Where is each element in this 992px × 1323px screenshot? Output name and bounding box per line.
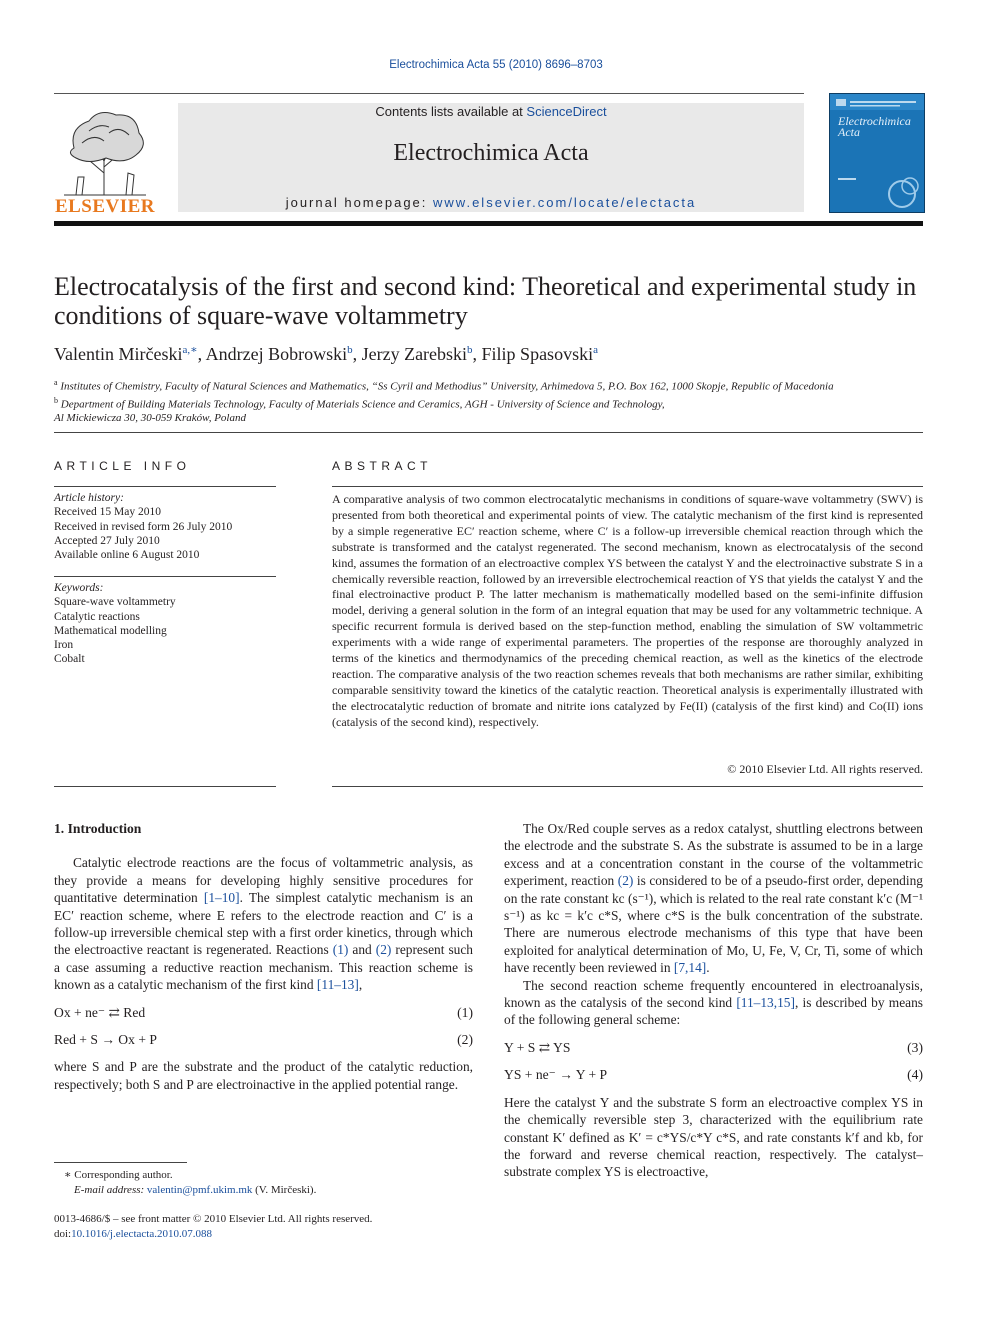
equation-4-body: YS + ne⁻ → Y + P — [504, 1067, 608, 1083]
corresponding-footnote — [64, 1168, 484, 1197]
contents-line — [178, 104, 804, 119]
journal-cover-image — [829, 93, 925, 213]
keyword-item: Mathematical modelling — [54, 624, 167, 637]
corresponding-author: ∗ Corresponding author. — [64, 1169, 173, 1181]
affiliation-b: $^b$ Department of Building Materials Technology, Faculty of Materials Science and Ceramics, AGH - University of Science and Technology, — [54, 395, 665, 411]
eq-ref-link[interactable]: (1) — [332, 942, 349, 958]
abstract-bottom-rule — [332, 786, 923, 787]
email-link[interactable]: valentin@pmf.ukim.mk — [146, 1183, 253, 1196]
affiliation-b-address: Al Mickiewicza 30, 30-059 Kraków, Poland — [54, 412, 246, 425]
author-separator: , — [472, 344, 482, 364]
intro-paragraph-3: The Ox/Red couple serves as a redox catalyst, shuttling electrons between the electrode and the substrate S. As the substrate is assumed to be in a large excess and at a concentration constant in the course of the voltammetric experiment, reaction (2) is considered to be of a pseudo-first order, depending on the rate constant kc (s⁻¹), which is related to the real rate constant k′c (M⁻¹ s⁻¹) as kc = k′c c*S, where c*S is the bulk concentration of the substrate. There are numerous electrode mechanisms of this type that have been exploited for analytical determination of Mo, U, Fe, V, Cr, Ti, some of which have recently been reviewed in [7,14]. — [504, 821, 923, 976]
keyword-item: Iron — [54, 639, 74, 652]
article-history — [54, 491, 276, 562]
abstract-heading: ABSTRACT — [332, 459, 433, 473]
equation-3 — [504, 1039, 923, 1056]
history-accepted: Accepted 27 July 2010 — [54, 534, 160, 547]
header-thick-rule — [54, 221, 923, 226]
header-top-rule — [54, 93, 804, 94]
left-column — [54, 820, 473, 1093]
author-name: Filip Spasovski — [481, 344, 594, 364]
history-received: Received 15 May 2010 — [54, 506, 161, 519]
article-info-bottom-rule — [54, 786, 276, 787]
affiliations — [54, 376, 924, 425]
equation-1 — [54, 1004, 473, 1021]
equation-4 — [504, 1066, 923, 1083]
eq-ref-link[interactable]: (2) — [617, 873, 634, 889]
contents-prefix: Contents lists available at — [375, 104, 527, 119]
author-name: Andrzej Bobrowski — [205, 344, 348, 364]
ref-link[interactable]: [11–13,15] — [736, 995, 795, 1011]
right-column — [504, 820, 923, 1181]
abstract-copyright: © 2010 Elsevier Ltd. All rights reserved. — [727, 762, 923, 776]
keyword-item: Cobalt — [54, 653, 85, 666]
issn-doi — [54, 1212, 554, 1241]
ref-link[interactable]: [1–10] — [203, 890, 240, 906]
homepage-prefix: journal homepage: — [285, 195, 434, 210]
journal-title: Electrochimica Acta — [393, 140, 589, 166]
intro-paragraph-5: Here the catalyst Y and the substrate S form an electroactive complex YS in the chemically reversible step 3, characterized with the equilibrium rate constant K′ defined as K′ = c*YS/c*Y c*S, and rate constants k′f and kb, for the forward and reverse chemical reaction, respectively. The catalyst–substrate complex YS is electroactive, — [504, 1094, 923, 1180]
equation-4-number: (4) — [907, 1067, 923, 1083]
journal-citation[interactable] — [0, 59, 992, 71]
author-separator: , — [197, 344, 206, 364]
article-title: Electrocatalysis of the first and second kind: Theoretical and experimental study in conditions of square-wave voltammetry — [54, 272, 917, 330]
equation-2-number: (2) — [457, 1032, 473, 1048]
equation-2 — [54, 1031, 473, 1048]
affiliation-a: $^a$ Institutes of Chemistry, Faculty of Natural Sciences and Mathematics, “Ss Cyril and Methodius” University, Arhimedova 5, P.O. Box 162, 1000 Skopje, Republic of Macedonia — [54, 378, 834, 393]
equation-3-number: (3) — [907, 1039, 923, 1055]
author-separator: , — [352, 344, 362, 364]
history-online: Available online 6 August 2010 — [54, 549, 200, 562]
ref-link[interactable]: [11–13] — [316, 977, 359, 993]
citation-link[interactable]: Electrochimica Acta 55 (2010) 8696–8703 — [389, 59, 603, 71]
equation-1-number: (1) — [457, 1004, 473, 1020]
keywords-rule — [54, 576, 276, 577]
footnote-rule — [54, 1162, 187, 1163]
author-affiliation-marker[interactable]: b — [347, 344, 353, 356]
author-affiliation-marker[interactable]: b — [467, 344, 473, 356]
keywords — [54, 581, 276, 667]
intro-paragraph-4: The second reaction scheme frequently encountered in electroanalysis, known as the catalysis of the second kind [11–13,15], is described by means of the following general scheme: — [504, 977, 924, 1028]
equation-3-body: Y + S ⇄ YS — [504, 1039, 571, 1055]
doi-link[interactable]: 10.1016/j.electacta.2010.07.088 — [71, 1227, 212, 1240]
affiliation-rule — [54, 432, 923, 433]
history-revised: Received in revised form 26 July 2010 — [54, 520, 233, 533]
author-list — [54, 343, 924, 365]
journal-homepage — [178, 195, 804, 210]
ref-link[interactable]: [7,14] — [673, 960, 707, 976]
equation-2-body: Red + S → Ox + P — [54, 1032, 157, 1048]
abstract-text: A comparative analysis of two common electrocatalytic mechanisms in conditions of square-wave voltammetry (SWV) is presented from both theoretical and experimental points of view. The catalytic mechanism of the first kind is represented by a simple regenerative EC′ reaction scheme, where C′ is a follow-up irreversible chemical reaction through which the substrate is transformed and the catalyst regenerated. The second mechanism, known as electrocatalysis of the second kind, assumes the formation of an electroactive complex YS between the catalyst Y and the electroinactive substrate S in a chemically reversible reaction, followed by an irreversible electrochemical reaction of YS that yields the catalyst Y and the final electroinactive product P. The latter mechanism is mathematically modelled based on the semi-infinite diffusion model, deriving a general solution in the form of an integral equation that may be used for any voltammetric technique. A specific recurrent formula is derived based on the step-function method, enabling the simulation of SW voltammetric experiments with a wide range of experimental parameters. The properties of the response are thoroughly analyzed in terms of the kinetics and thermodynamics of the preceding chemical reaction, as well as the kinetics of the electrode reaction. The comparative analysis of the two reaction schemes reveals that both mechanisms are rather similar, exhibiting comparable sensitivity toward the kinetics of the catalytic reaction. Theoretical analysis is experimentally illustrated with the electrocatalytic reduction of bromate and nitrite ions catalyzed by Fe(II) (catalysis of the first kind) and Co(II) ions (catalysis of the second kind), respectively. — [332, 492, 923, 729]
author-name: Valentin Mirčeski — [54, 344, 183, 364]
doi-line: doi:10.1016/j.electacta.2010.07.088 — [54, 1227, 212, 1240]
homepage-link[interactable]: www.elsevier.com/locate/electacta — [433, 195, 697, 210]
history-label: Article history: — [54, 492, 124, 504]
intro-paragraph-2: where S and P are the substrate and the product of the catalytic reduction, respectively; both S and P are electroinactive in the applied potential range. — [54, 1059, 473, 1092]
author-name: Jerzy Zarebski — [361, 344, 468, 364]
sciencedirect-link[interactable]: ScienceDirect — [526, 104, 607, 119]
abstract-rule — [332, 486, 923, 487]
intro-heading: 1. Introduction — [54, 821, 142, 836]
issn-line: 0013-4686/$ – see front matter © 2010 Elsevier Ltd. All rights reserved. — [54, 1213, 373, 1225]
email-line: E-mail address: valentin@pmf.ukim.mk (V. Mirčeski). — [74, 1183, 317, 1196]
equation-1-body: Ox + ne⁻ ⇄ Red — [54, 1004, 146, 1020]
cover-title: Electrochimica Acta — [838, 114, 911, 139]
author-affiliation-marker[interactable]: a,∗ — [182, 344, 198, 356]
keyword-item: Catalytic reactions — [54, 610, 140, 623]
article-info-heading: ARTICLE INFO — [54, 459, 191, 473]
article-info-rule — [54, 486, 276, 487]
keyword-item: Square-wave voltammetry — [54, 596, 176, 609]
keywords-label: Keywords: — [54, 582, 104, 594]
eq-ref-link[interactable]: (2) — [375, 942, 392, 958]
elsevier-wordmark: ELSEVIER — [54, 196, 156, 217]
intro-paragraph-1: Catalytic electrode reactions are the focus of voltammetric analysis, as they provide a means for developing highly sensitive procedures for quantitative determination [1–10]. The simplest catalytic mechanism is an EC′ reaction scheme, where E refers to the electrode reaction and C′ is a follow-up irreversible chemical step with a first order kinetics, through which the electroactive reactant is regenerated. Reactions (1) and (2) represent such a case assuming a reductive reaction mechanism. This reaction scheme is known as a catalytic mechanism of the first kind [11–13], — [54, 855, 474, 993]
author-affiliation-marker[interactable]: a — [593, 344, 598, 356]
